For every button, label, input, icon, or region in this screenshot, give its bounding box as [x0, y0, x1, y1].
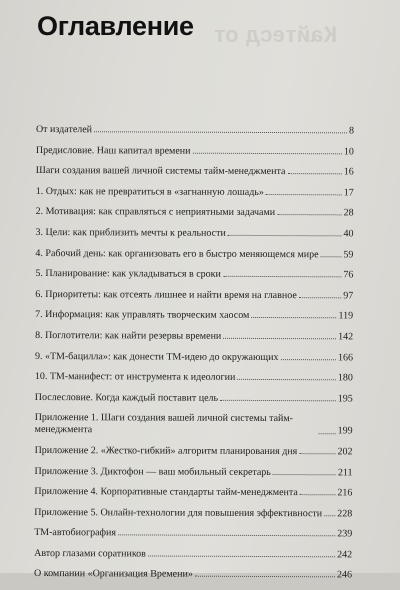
dot-leader	[237, 378, 336, 380]
dot-leader	[228, 234, 342, 236]
toc-entry-title: Предисловие. Наш капитал времени	[35, 144, 191, 157]
toc-entry-page: 180	[337, 372, 353, 384]
toc-entry	[34, 527, 352, 540]
dot-leader	[148, 554, 335, 557]
dot-leader	[251, 316, 336, 318]
toc-entry-title: Автор глазами соратников	[34, 547, 146, 560]
toc-entry-page: 119	[338, 310, 354, 322]
toc-entry-page: 8	[348, 125, 354, 137]
toc-entry	[35, 248, 353, 261]
toc-entry-title: Послесловие. Когда каждый поставит цель	[34, 391, 219, 404]
toc-entry-title: 1. Отдых: как не превратиться в «загнанную лошадь»	[35, 185, 264, 198]
toc-entry-title: 10. ТМ-манифест: от инструмента к идеологии	[34, 371, 236, 383]
toc-entry	[36, 124, 354, 137]
toc-entry-page: 40	[343, 228, 354, 240]
toc-entry-page: 202	[337, 446, 353, 458]
toc-entry-page: 199	[337, 425, 353, 437]
dot-leader	[299, 452, 335, 454]
toc-entry-title: 8. Поглотители: как найти резервы времени	[35, 329, 222, 342]
toc-entry-page: 195	[337, 393, 353, 405]
dot-leader	[195, 575, 335, 578]
dot-leader	[287, 172, 341, 174]
toc-entry-title: 7. Информация: как управлять творческим хаосом	[35, 309, 250, 322]
toc-entry-title: ТМ-автобиография	[34, 527, 117, 539]
toc-entry-title: Приложение 1. Шаги создания вашей личной системы тайм-менеджмента	[34, 412, 294, 436]
toc-entry	[35, 289, 353, 302]
toc-entry-page: 216	[337, 487, 353, 499]
toc-entry-title: О компании «Организация Времени»	[34, 568, 193, 581]
toc-entry-title: 4. Рабочий день: как организовать его в быстро меняющемся мире	[35, 247, 319, 260]
toc-entry	[36, 145, 354, 158]
toc-entry-title: 2. Мотивация: как справляться с неприятными задачами	[35, 206, 276, 219]
toc-entry	[34, 548, 352, 561]
toc-entry-page: 17	[343, 187, 354, 199]
toc-entry-title: 9. «ТМ-бацилла»: как донести ТМ-идею до окружающих	[34, 350, 279, 363]
dot-leader	[273, 473, 336, 475]
toc-entry	[34, 465, 352, 478]
dot-leader	[319, 433, 336, 435]
dot-leader	[280, 358, 335, 360]
toc-entry-page: 28	[343, 207, 354, 219]
toc-entry-page: 97	[343, 290, 354, 302]
dot-leader	[220, 399, 336, 402]
dot-leader	[324, 514, 335, 516]
toc-entry-page: 166	[337, 351, 354, 363]
toc-entry-page: 239	[337, 528, 353, 540]
table-of-contents	[34, 124, 354, 590]
dot-leader	[223, 275, 341, 278]
toc-entry	[34, 568, 352, 581]
toc-entry	[34, 486, 352, 499]
toc-entry-page: 16	[343, 166, 354, 178]
dot-leader	[118, 534, 335, 537]
toc-entry-page: 242	[337, 549, 353, 561]
dot-leader	[266, 193, 342, 195]
toc-entry-title: Приложение 2. «Жестко-гибкий» алгоритм планирования дня	[34, 444, 298, 458]
toc-entry-title: От издателей	[35, 124, 93, 136]
toc-entry	[35, 330, 353, 343]
dot-leader	[94, 130, 347, 133]
bleed-through-text: Кайтесд от	[214, 22, 338, 47]
dot-leader	[192, 151, 341, 154]
toc-entry-title: Приложение 3. Диктофон — ваш мобильный секретарь	[34, 465, 271, 478]
toc-entry-page: 10	[343, 145, 354, 157]
toc-entry	[35, 309, 353, 322]
toc-entry-page: 228	[337, 508, 353, 520]
toc-entry	[35, 227, 353, 240]
toc-entry-page: 59	[343, 248, 354, 260]
toc-entry-page: 211	[337, 466, 353, 478]
dot-leader	[299, 296, 341, 298]
toc-entry-page: 246	[337, 569, 353, 581]
toc-entry	[36, 186, 354, 199]
toc-entry-title: Приложение 5. Онлайн-технологии для повышения эффективности	[34, 506, 323, 519]
dot-leader	[300, 493, 336, 495]
page-title: Оглавление	[37, 11, 194, 41]
toc-entry	[36, 165, 354, 178]
toc-entry-page: 76	[343, 269, 354, 281]
toc-entry-page: 142	[338, 331, 354, 343]
toc-entry	[35, 445, 353, 458]
toc-entry-title: Приложение 4. Корпоративные стандарты тайм-менеджмента	[34, 486, 298, 499]
toc-entry	[35, 412, 353, 437]
toc-entry	[35, 351, 353, 364]
toc-entry-title: Шаги создания вашей личной системы тайм-менеджмента	[35, 165, 286, 178]
toc-entry	[36, 206, 354, 219]
toc-entry-title: 5. Планирование: как укладываться в сроки	[35, 268, 221, 280]
toc-entry-title: 3. Цели: как приблизить мечты к реальности	[35, 226, 226, 239]
dot-leader	[321, 255, 342, 257]
toc-entry-title: 6. Приоритеты: как отсеять лишнее и найти время на главное	[35, 288, 297, 301]
toc-entry	[35, 268, 353, 281]
toc-entry	[35, 371, 353, 384]
toc-entry	[34, 507, 352, 520]
toc-entry	[35, 392, 353, 405]
dot-leader	[223, 337, 336, 339]
dot-leader	[277, 213, 341, 215]
